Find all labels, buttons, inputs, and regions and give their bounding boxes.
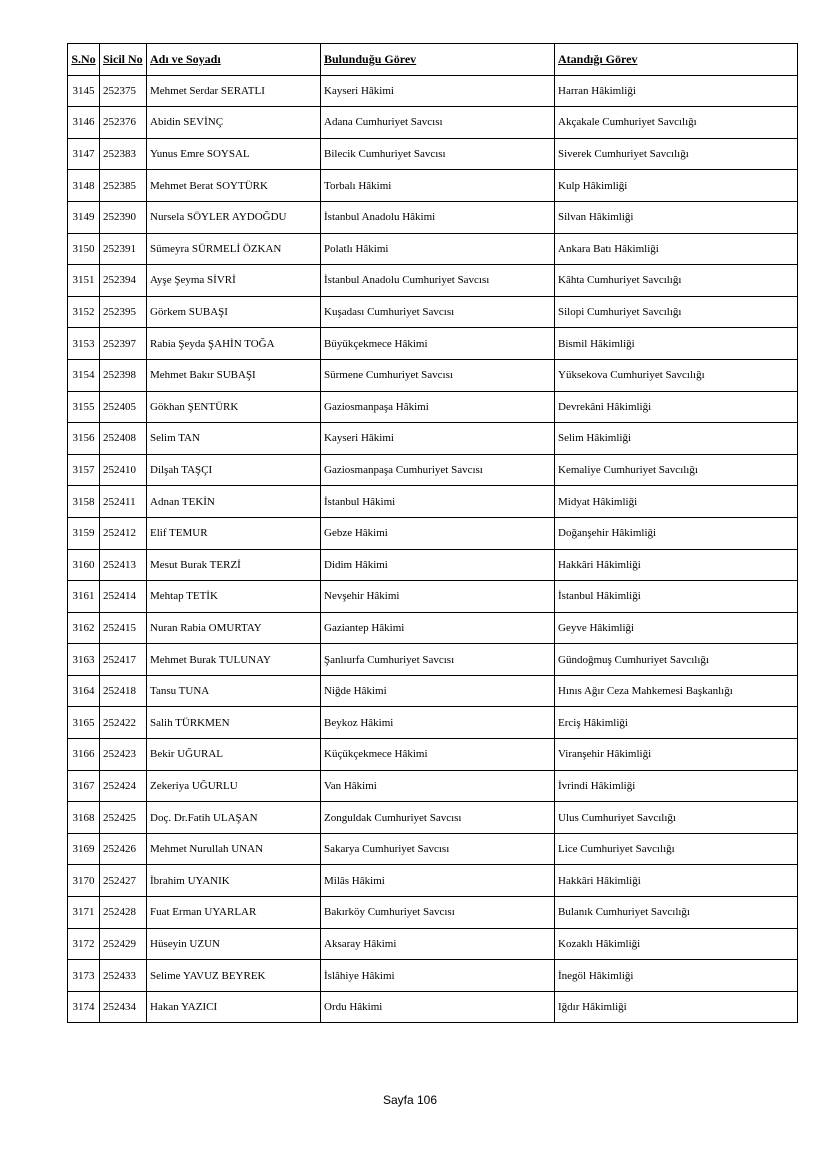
cell-sno: 3173 — [68, 960, 100, 992]
cell-assigned-post: Midyat Hâkimliği — [555, 486, 798, 518]
cell-sicil-no: 252408 — [100, 423, 147, 455]
cell-name: Tansu TUNA — [147, 675, 321, 707]
table-row — [68, 486, 798, 518]
cell-current-post: Sakarya Cumhuriyet Savcısı — [321, 833, 555, 865]
cell-sno: 3165 — [68, 707, 100, 739]
cell-sno: 3155 — [68, 391, 100, 423]
cell-sno: 3160 — [68, 549, 100, 581]
cell-assigned-post: Harran Hâkimliği — [555, 75, 798, 107]
cell-name: Mesut Burak TERZİ — [147, 549, 321, 581]
cell-sno: 3163 — [68, 644, 100, 676]
cell-name: Rabia Şeyda ŞAHİN TOĞA — [147, 328, 321, 360]
cell-sicil-no: 252410 — [100, 454, 147, 486]
cell-sno: 3158 — [68, 486, 100, 518]
cell-sno: 3174 — [68, 991, 100, 1023]
table-row — [68, 833, 798, 865]
table-row — [68, 802, 798, 834]
cell-sicil-no: 252433 — [100, 960, 147, 992]
cell-current-post: İstanbul Hâkimi — [321, 486, 555, 518]
cell-assigned-post: Devrekâni Hâkimliği — [555, 391, 798, 423]
cell-sicil-no: 252427 — [100, 865, 147, 897]
cell-sicil-no: 252391 — [100, 233, 147, 265]
cell-assigned-post: Iğdır Hâkimliği — [555, 991, 798, 1023]
cell-assigned-post: Lice Cumhuriyet Savcılığı — [555, 833, 798, 865]
cell-name: Adnan TEKİN — [147, 486, 321, 518]
cell-sno: 3171 — [68, 897, 100, 929]
cell-name: Ayşe Şeyma SİVRİ — [147, 265, 321, 297]
cell-sno: 3168 — [68, 802, 100, 834]
table-row — [68, 328, 798, 360]
cell-current-post: Gaziosmanpaşa Hâkimi — [321, 391, 555, 423]
table-row — [68, 454, 798, 486]
cell-sicil-no: 252417 — [100, 644, 147, 676]
cell-current-post: Milâs Hâkimi — [321, 865, 555, 897]
cell-current-post: İslâhiye Hâkimi — [321, 960, 555, 992]
header-sicil-no: Sicil No — [100, 44, 147, 76]
cell-name: Nuran Rabia OMURTAY — [147, 612, 321, 644]
table-header-row — [68, 44, 798, 76]
cell-current-post: Kayseri Hâkimi — [321, 423, 555, 455]
cell-assigned-post: Kâhta Cumhuriyet Savcılığı — [555, 265, 798, 297]
cell-current-post: Beykoz Hâkimi — [321, 707, 555, 739]
cell-name: Selim TAN — [147, 423, 321, 455]
cell-sicil-no: 252413 — [100, 549, 147, 581]
table-row — [68, 75, 798, 107]
cell-assigned-post: Hınıs Ağır Ceza Mahkemesi Başkanlığı — [555, 675, 798, 707]
appointments-table — [67, 43, 798, 1023]
cell-current-post: Gebze Hâkimi — [321, 517, 555, 549]
cell-sno: 3150 — [68, 233, 100, 265]
cell-sno: 3172 — [68, 928, 100, 960]
cell-current-post: Bakırköy Cumhuriyet Savcısı — [321, 897, 555, 929]
cell-assigned-post: Kulp Hâkimliği — [555, 170, 798, 202]
table-row — [68, 201, 798, 233]
cell-assigned-post: Erciş Hâkimliği — [555, 707, 798, 739]
table-row — [68, 960, 798, 992]
cell-current-post: Ordu Hâkimi — [321, 991, 555, 1023]
cell-current-post: Aksaray Hâkimi — [321, 928, 555, 960]
cell-name: Fuat Erman UYARLAR — [147, 897, 321, 929]
cell-sicil-no: 252375 — [100, 75, 147, 107]
cell-name: Görkem SUBAŞI — [147, 296, 321, 328]
cell-sno: 3153 — [68, 328, 100, 360]
cell-name: Sümeyra SÜRMELİ ÖZKAN — [147, 233, 321, 265]
cell-sicil-no: 252429 — [100, 928, 147, 960]
cell-name: Mehmet Bakır SUBAŞI — [147, 359, 321, 391]
cell-sicil-no: 252398 — [100, 359, 147, 391]
cell-name: Dilşah TAŞÇI — [147, 454, 321, 486]
cell-sicil-no: 252428 — [100, 897, 147, 929]
cell-current-post: Van Hâkimi — [321, 770, 555, 802]
cell-name: Yunus Emre SOYSAL — [147, 138, 321, 170]
header-assigned-post: Atandığı Görev — [555, 44, 798, 76]
table-row — [68, 612, 798, 644]
cell-sicil-no: 252415 — [100, 612, 147, 644]
cell-assigned-post: Gündoğmuş Cumhuriyet Savcılığı — [555, 644, 798, 676]
cell-sno: 3161 — [68, 581, 100, 613]
cell-assigned-post: Yüksekova Cumhuriyet Savcılığı — [555, 359, 798, 391]
cell-sicil-no: 252411 — [100, 486, 147, 518]
table-row — [68, 675, 798, 707]
cell-name: Selime YAVUZ BEYREK — [147, 960, 321, 992]
cell-sicil-no: 252385 — [100, 170, 147, 202]
cell-sno: 3145 — [68, 75, 100, 107]
cell-assigned-post: İvrindi Hâkimliği — [555, 770, 798, 802]
table-row — [68, 865, 798, 897]
cell-sno: 3170 — [68, 865, 100, 897]
cell-sno: 3154 — [68, 359, 100, 391]
cell-name: Hüseyin UZUN — [147, 928, 321, 960]
cell-sno: 3157 — [68, 454, 100, 486]
cell-current-post: Gaziosmanpaşa Cumhuriyet Savcısı — [321, 454, 555, 486]
cell-name: Abidin SEVİNÇ — [147, 107, 321, 139]
cell-name: İbrahim UYANIK — [147, 865, 321, 897]
table-row — [68, 739, 798, 771]
cell-name: Mehmet Burak TULUNAY — [147, 644, 321, 676]
cell-sno: 3164 — [68, 675, 100, 707]
cell-current-post: Kuşadası Cumhuriyet Savcısı — [321, 296, 555, 328]
table-row — [68, 991, 798, 1023]
cell-name: Nursela SÖYLER AYDOĞDU — [147, 201, 321, 233]
cell-sno: 3167 — [68, 770, 100, 802]
cell-current-post: İstanbul Anadolu Cumhuriyet Savcısı — [321, 265, 555, 297]
cell-assigned-post: Hakkâri Hâkimliği — [555, 865, 798, 897]
cell-sicil-no: 252394 — [100, 265, 147, 297]
header-sno: S.No — [68, 44, 100, 76]
cell-sno: 3162 — [68, 612, 100, 644]
cell-sicil-no: 252390 — [100, 201, 147, 233]
cell-sicil-no: 252418 — [100, 675, 147, 707]
cell-assigned-post: İstanbul Hâkimliği — [555, 581, 798, 613]
cell-current-post: Zonguldak Cumhuriyet Savcısı — [321, 802, 555, 834]
cell-assigned-post: Doğanşehir Hâkimliği — [555, 517, 798, 549]
cell-assigned-post: Bismil Hâkimliği — [555, 328, 798, 360]
cell-name: Doç. Dr.Fatih ULAŞAN — [147, 802, 321, 834]
cell-name: Mehmet Berat SOYTÜRK — [147, 170, 321, 202]
cell-name: Bekir UĞURAL — [147, 739, 321, 771]
cell-sicil-no: 252376 — [100, 107, 147, 139]
cell-assigned-post: Geyve Hâkimliği — [555, 612, 798, 644]
table-row — [68, 644, 798, 676]
table-row — [68, 581, 798, 613]
cell-current-post: Polatlı Hâkimi — [321, 233, 555, 265]
cell-current-post: Gaziantep Hâkimi — [321, 612, 555, 644]
cell-sicil-no: 252434 — [100, 991, 147, 1023]
cell-assigned-post: Akçakale Cumhuriyet Savcılığı — [555, 107, 798, 139]
cell-sno: 3152 — [68, 296, 100, 328]
table-row — [68, 233, 798, 265]
table-row — [68, 265, 798, 297]
table-row — [68, 707, 798, 739]
table-body — [68, 75, 798, 1023]
cell-sno: 3147 — [68, 138, 100, 170]
cell-sno: 3151 — [68, 265, 100, 297]
cell-sno: 3149 — [68, 201, 100, 233]
cell-sicil-no: 252423 — [100, 739, 147, 771]
cell-assigned-post: Bulanık Cumhuriyet Savcılığı — [555, 897, 798, 929]
cell-sno: 3169 — [68, 833, 100, 865]
table-row — [68, 770, 798, 802]
cell-assigned-post: Kemaliye Cumhuriyet Savcılığı — [555, 454, 798, 486]
table-row — [68, 138, 798, 170]
cell-sno: 3156 — [68, 423, 100, 455]
cell-current-post: Küçükçekmece Hâkimi — [321, 739, 555, 771]
cell-sicil-no: 252424 — [100, 770, 147, 802]
cell-assigned-post: Ankara Batı Hâkimliği — [555, 233, 798, 265]
cell-current-post: Büyükçekmece Hâkimi — [321, 328, 555, 360]
header-name: Adı ve Soyadı — [147, 44, 321, 76]
cell-sicil-no: 252414 — [100, 581, 147, 613]
cell-name: Mehmet Serdar SERATLI — [147, 75, 321, 107]
cell-name: Mehmet Nurullah UNAN — [147, 833, 321, 865]
table-row — [68, 359, 798, 391]
cell-sicil-no: 252422 — [100, 707, 147, 739]
cell-assigned-post: Viranşehir Hâkimliği — [555, 739, 798, 771]
table-row — [68, 107, 798, 139]
cell-current-post: Torbalı Hâkimi — [321, 170, 555, 202]
cell-name: Mehtap TETİK — [147, 581, 321, 613]
cell-name: Zekeriya UĞURLU — [147, 770, 321, 802]
cell-sicil-no: 252395 — [100, 296, 147, 328]
cell-assigned-post: Silvan Hâkimliği — [555, 201, 798, 233]
cell-sno: 3146 — [68, 107, 100, 139]
cell-sno: 3148 — [68, 170, 100, 202]
cell-assigned-post: Selim Hâkimliği — [555, 423, 798, 455]
cell-assigned-post: Kozaklı Hâkimliği — [555, 928, 798, 960]
cell-assigned-post: Hakkâri Hâkimliği — [555, 549, 798, 581]
cell-assigned-post: Silopi Cumhuriyet Savcılığı — [555, 296, 798, 328]
cell-sicil-no: 252383 — [100, 138, 147, 170]
cell-current-post: Didim Hâkimi — [321, 549, 555, 581]
cell-name: Elif TEMUR — [147, 517, 321, 549]
cell-name: Hakan YAZICI — [147, 991, 321, 1023]
cell-assigned-post: İnegöl Hâkimliği — [555, 960, 798, 992]
table-row — [68, 391, 798, 423]
header-current-post: Bulunduğu Görev — [321, 44, 555, 76]
table-row — [68, 517, 798, 549]
page-number: Sayfa 106 — [382, 1093, 438, 1107]
cell-name: Gökhan ŞENTÜRK — [147, 391, 321, 423]
cell-current-post: Sürmene Cumhuriyet Savcısı — [321, 359, 555, 391]
cell-current-post: Adana Cumhuriyet Savcısı — [321, 107, 555, 139]
cell-sno: 3159 — [68, 517, 100, 549]
table-row — [68, 897, 798, 929]
cell-assigned-post: Ulus Cumhuriyet Savcılığı — [555, 802, 798, 834]
cell-current-post: Şanlıurfa Cumhuriyet Savcısı — [321, 644, 555, 676]
cell-sicil-no: 252412 — [100, 517, 147, 549]
cell-sicil-no: 252425 — [100, 802, 147, 834]
cell-sicil-no: 252405 — [100, 391, 147, 423]
cell-current-post: Nevşehir Hâkimi — [321, 581, 555, 613]
table-row — [68, 423, 798, 455]
table-row — [68, 549, 798, 581]
cell-sicil-no: 252397 — [100, 328, 147, 360]
cell-current-post: İstanbul Anadolu Hâkimi — [321, 201, 555, 233]
cell-current-post: Kayseri Hâkimi — [321, 75, 555, 107]
cell-name: Salih TÜRKMEN — [147, 707, 321, 739]
table-row — [68, 170, 798, 202]
cell-current-post: Niğde Hâkimi — [321, 675, 555, 707]
cell-assigned-post: Siverek Cumhuriyet Savcılığı — [555, 138, 798, 170]
cell-sno: 3166 — [68, 739, 100, 771]
cell-current-post: Bilecik Cumhuriyet Savcısı — [321, 138, 555, 170]
table-row — [68, 296, 798, 328]
table-row — [68, 928, 798, 960]
cell-sicil-no: 252426 — [100, 833, 147, 865]
